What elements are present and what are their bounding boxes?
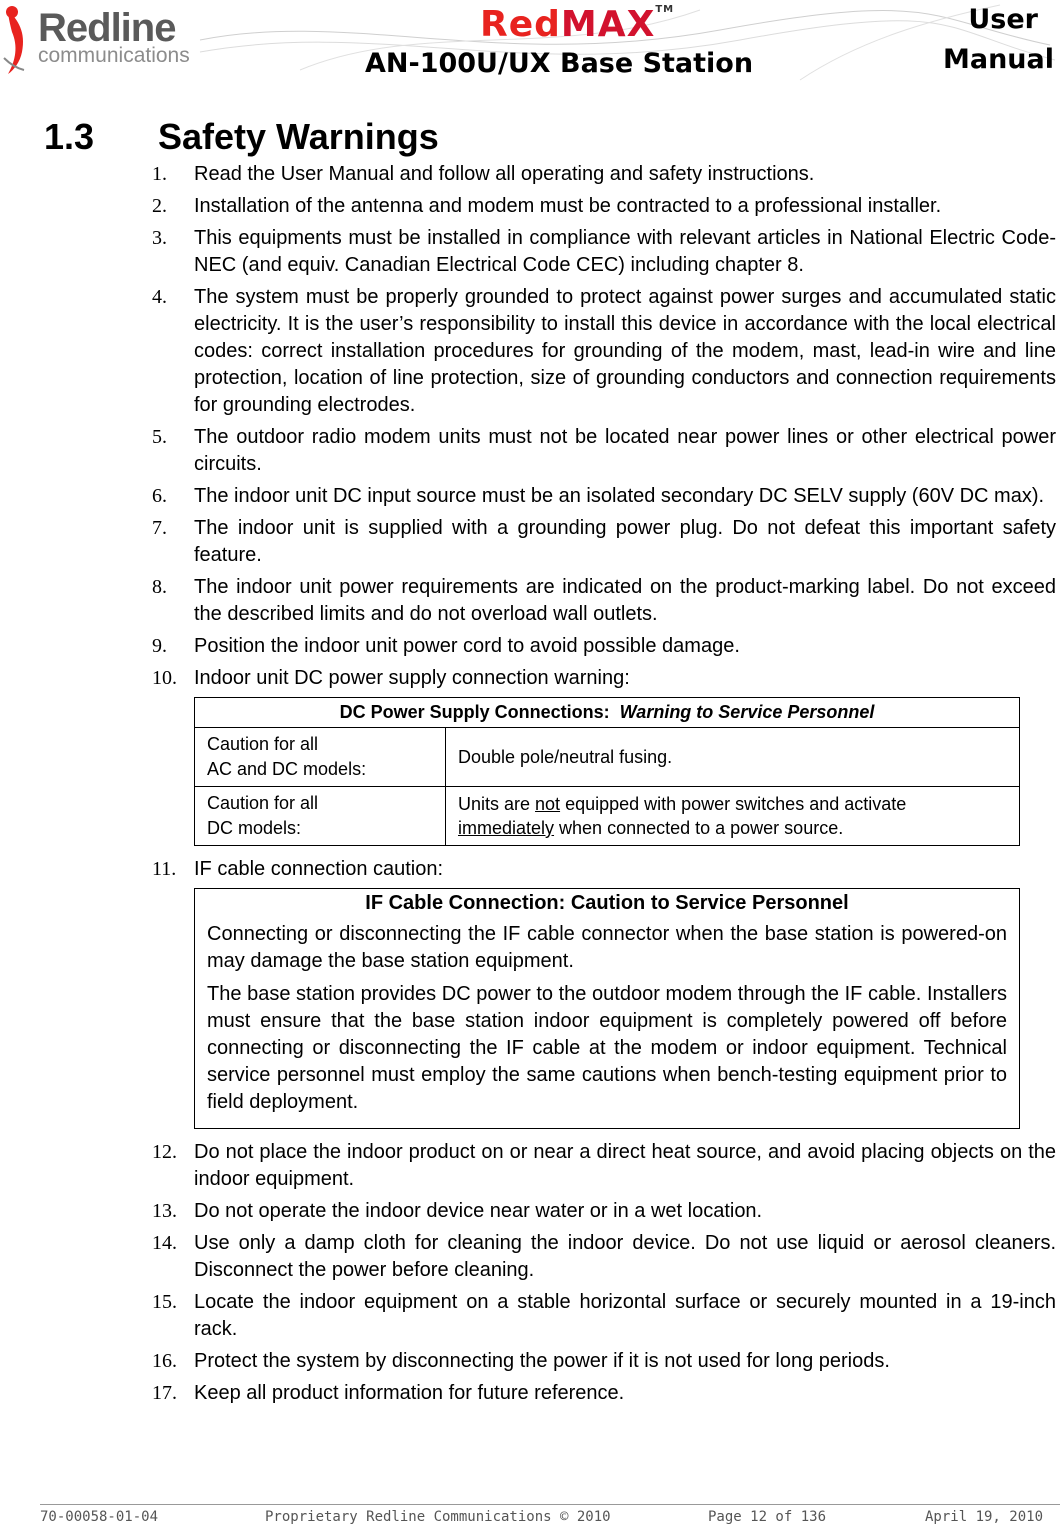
page-footer bbox=[40, 1504, 1060, 1525]
section-title: Safety Warnings bbox=[158, 116, 439, 157]
if-box-title: IF Cable Connection: Caution to Service Personnel bbox=[365, 892, 849, 914]
list-item: 16. Protect the system by disconnecting the power if it is not used for long periods. bbox=[152, 1350, 890, 1372]
redline-logo bbox=[0, 2, 205, 82]
list-item: 11. IF cable connection caution: bbox=[152, 858, 444, 880]
dc-table-label: Caution for all AC and DC models: bbox=[195, 728, 446, 787]
footer-doc-number: 70-00058-01-04 bbox=[40, 1509, 159, 1525]
section-heading bbox=[44, 116, 439, 158]
list-item: 8. The indoor unit power requirements are indicated on the product-marking label. Do not exceed the described limits and do not overload wall outlets. bbox=[152, 576, 1056, 625]
list-item: 1. Read the User Manual and follow all operating and safety instructions. bbox=[152, 163, 815, 185]
logo-brand-text: Redline bbox=[38, 6, 176, 50]
footer-copyright: Proprietary Redline Communications © 2010 bbox=[265, 1509, 611, 1525]
redline-logo-icon bbox=[0, 2, 40, 82]
product-title: AN-100U/UX Base Station bbox=[365, 48, 754, 79]
page-header bbox=[0, 0, 1060, 95]
list-item: 7. The indoor unit is supplied with a grounding power plug. Do not defeat this important safety feature. bbox=[152, 517, 1056, 566]
list-item: 4. The system must be properly grounded to protect against power surges and accumulated static electricity. It is the user’s responsibility to install this device in accordance with the local electrical codes: correct installation procedures for grounding of the modem, mast, lead-in wire and line protection, location of line protection, size of grounding conductors and connection requirements for grounding electrodes. bbox=[152, 286, 1056, 416]
list-item: 17. Keep all product information for future reference. bbox=[152, 1382, 625, 1404]
manual-label-line1: User bbox=[968, 4, 1038, 35]
list-item: 6. The indoor unit DC input source must be an isolated secondary DC SELV supply (60V DC max). bbox=[152, 485, 1045, 507]
if-box-paragraph: Connecting or disconnecting the IF cable connector when the base station is powered-on may damage the base station equipment. bbox=[207, 923, 1007, 972]
list-item: 5. The outdoor radio modem units must not be located near power lines or other electrical power circuits. bbox=[152, 426, 1056, 475]
list-item: 9. Position the indoor unit power cord to avoid possible damage. bbox=[152, 635, 740, 657]
list-item: 3. This equipments must be installed in compliance with relevant articles in National Electric Code-NEC (and equiv. Canadian Electrical Code CEC) including chapter 8. bbox=[152, 227, 1056, 276]
footer-page-number: Page 12 of 136 bbox=[708, 1509, 827, 1525]
section-number: 1.3 bbox=[44, 116, 95, 157]
footer-date: April 19, 2010 bbox=[925, 1509, 1044, 1525]
dc-table-header: DC Power Supply Connections: Warning to Service Personnel bbox=[195, 698, 1020, 728]
safety-warnings-list bbox=[150, 161, 1056, 1412]
list-item: 13. Do not operate the indoor device near water or in a wet location. bbox=[152, 1200, 763, 1222]
dc-power-warning-table bbox=[194, 697, 1020, 846]
if-box-paragraph: The base station provides DC power to the outdoor modem through the IF cable. Installers must ensure that the base station indoor equipment is completely powered off before connecting or disconnecting the IF cable at the modem or indoor equipment. Technical service personnel must employ the same cautions when bench-testing equipment prior to field deployment. bbox=[207, 983, 1007, 1113]
list-item: 14. Use only a damp cloth for cleaning the indoor device. Do not use liquid or aerosol cleaners. Disconnect the power before cleaning. bbox=[152, 1232, 1056, 1281]
dc-table-value: Double pole/neutral fusing. bbox=[446, 728, 1020, 787]
list-item: 10. Indoor unit DC power supply connection warning: bbox=[152, 667, 630, 689]
dc-table-value: Units are not equipped with power switches and activate immediately when connected to a power source. bbox=[446, 787, 1020, 846]
list-item: 2. Installation of the antenna and modem must be contracted to a professional installer. bbox=[152, 195, 942, 217]
list-item: 15. Locate the indoor equipment on a stable horizontal surface or securely mounted in a 19-inch rack. bbox=[152, 1291, 1056, 1340]
logo-sub-text: communications bbox=[38, 44, 190, 67]
manual-label-line2: Manual bbox=[942, 44, 1054, 75]
list-item: 12. Do not place the indoor product on or near a direct heat source, and avoid placing objects on the indoor equipment. bbox=[152, 1141, 1056, 1190]
redmax-logo: RedMAX™ bbox=[480, 4, 675, 45]
if-cable-caution-box bbox=[194, 888, 1020, 1129]
dc-table-label: Caution for all DC models: bbox=[195, 787, 446, 846]
